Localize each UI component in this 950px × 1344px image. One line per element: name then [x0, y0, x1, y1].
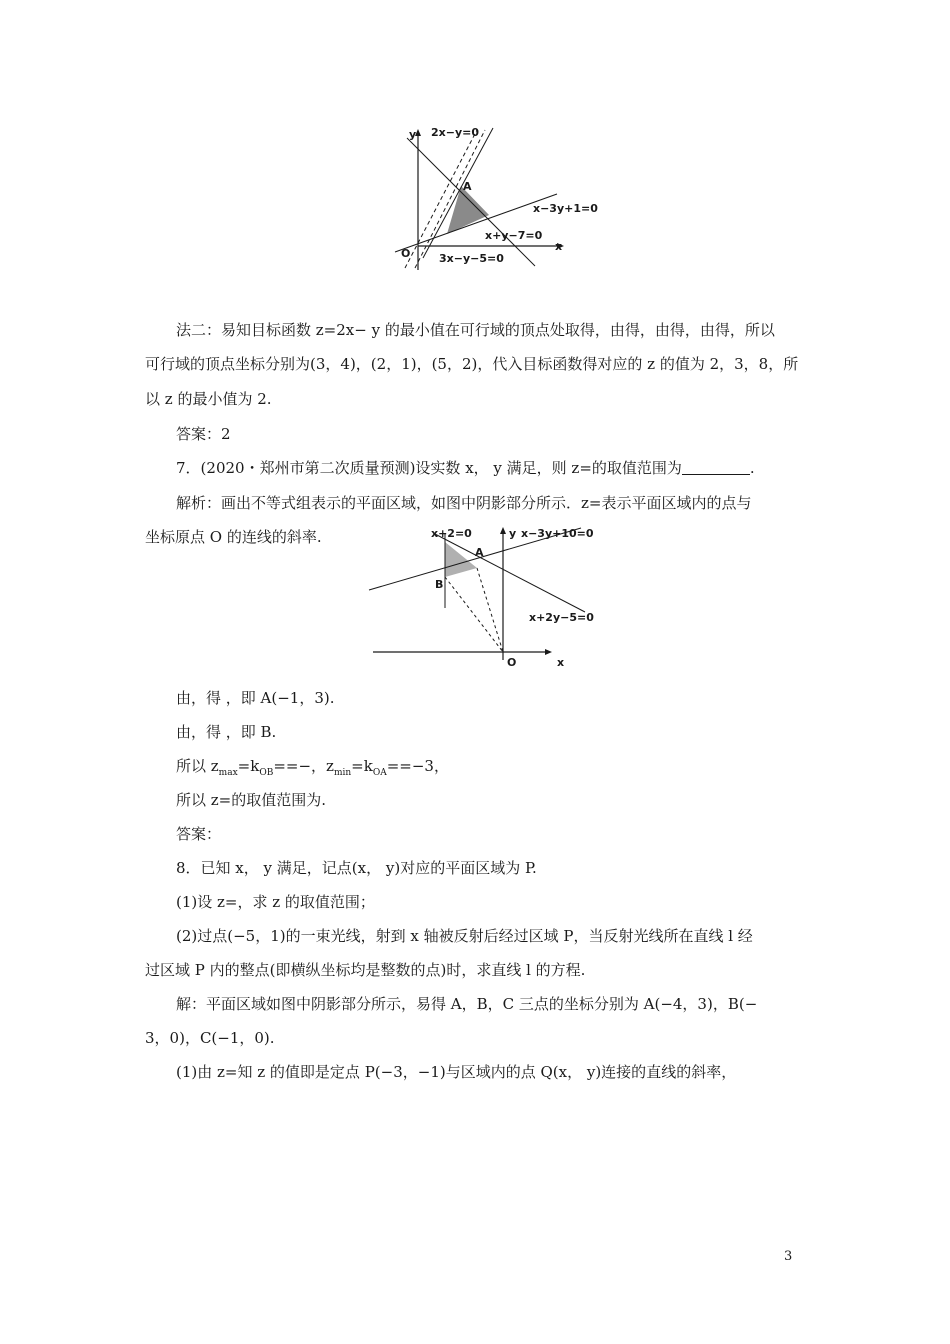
- question-8: 8．已知 x， y 满足，记点(x， y)对应的平面区域为 P.: [176, 859, 537, 877]
- question-8-part-2-line-1: (2)过点(−5，1)的一束光线，射到 x 轴被反射后经过区域 P，当反射光线所在直线 l 经: [176, 927, 753, 945]
- solution-8-line-1: 解：平面区域如图中阴影部分所示，易得 A，B，C 三点的坐标分别为 A(−4，3)，B(−: [176, 995, 758, 1013]
- answer-7: 答案：: [176, 825, 222, 843]
- line-2x-minus-y-shifted-dashed: [415, 130, 485, 268]
- z-max-min: 所以 $z_{max}=k_{OB}==-$，$z_{min}=k_{OA}==-3$，: [176, 757, 449, 778]
- z-range: 所以 z=的取值范围为.: [176, 791, 327, 809]
- solution-8-line-3: (1)由 z=知 z 的值即是定点 P(−3，−1)与区域内的点 Q(x， y)连接的直线的斜率，: [176, 1063, 737, 1081]
- label-B: B: [435, 578, 444, 591]
- label-A: A: [463, 180, 472, 193]
- figure-1: [385, 118, 605, 273]
- method-two-line-1: 法二：易知目标函数 z=2x− y 的最小值在可行域的顶点处取得，由得，由得，由得，所以: [176, 321, 775, 339]
- label-2x-minus-y: 2x−y=0: [431, 126, 480, 139]
- figure-2: [365, 520, 605, 670]
- method-two-line-3: 以 z 的最小值为 2.: [145, 390, 272, 408]
- segment-OB: [445, 577, 503, 652]
- question-8-part-2-line-2: 过区域 P 内的整点(即横纵坐标均是整数的点)时，求直线 l 的方程.: [145, 961, 586, 979]
- question-7: [176, 458, 836, 478]
- solve-A: 由，得 ，即 A(−1，3).: [176, 689, 335, 707]
- label-x-plus-2y-minus-5: x+2y−5=0: [529, 611, 594, 624]
- analysis-7-line-1: 解析：画出不等式组表示的平面区域，如图中阴影部分所示．z=表示平面区域内的点与: [176, 494, 752, 512]
- segment-OA: [477, 568, 503, 652]
- answer-blank: [682, 460, 750, 475]
- question-7-period: .: [749, 459, 755, 477]
- label-3x-minus-y-minus-5: 3x−y−5=0: [439, 252, 504, 265]
- label-O: O: [401, 247, 411, 260]
- figure-1-graph: [385, 118, 605, 273]
- label-x-minus-3y-plus-10: x−3y+10=0: [521, 527, 594, 540]
- x-axis-label: x: [555, 240, 563, 253]
- label-O: O: [507, 656, 517, 669]
- label-A: A: [475, 546, 484, 559]
- method-two-line-2: 可行域的顶点坐标分别为(3，4)，(2，1)，(5，2)，代入目标函数得对应的 z 的值为 2，3，8，所: [145, 355, 799, 373]
- solution-8-line-2: 3，0)，C(−1，0).: [145, 1029, 275, 1047]
- question-7-text: 7．(2020・郑州市第二次质量预测)设实数 x， y 满足，则 z=的取值范围为: [176, 459, 682, 477]
- figure-2-graph: [365, 520, 605, 670]
- y-axis-label: y: [409, 128, 417, 141]
- label-x-plus-y-minus-7: x+y−7=0: [485, 229, 543, 242]
- x-axis-label: x: [557, 656, 565, 669]
- question-8-part-1: (1)设 z=，求 z 的取值范围；: [176, 893, 375, 911]
- y-axis-label: y: [509, 527, 517, 540]
- solve-B: 由，得 ，即 B.: [176, 723, 277, 741]
- page-number: 3: [784, 1249, 793, 1264]
- label-x-minus-3y-plus-1: x−3y+1=0: [533, 202, 598, 215]
- analysis-7-line-2: 坐标原点 O 的连线的斜率.: [145, 528, 322, 546]
- label-x-plus-2: x+2=0: [431, 527, 472, 540]
- answer-6: 答案：2: [176, 425, 231, 443]
